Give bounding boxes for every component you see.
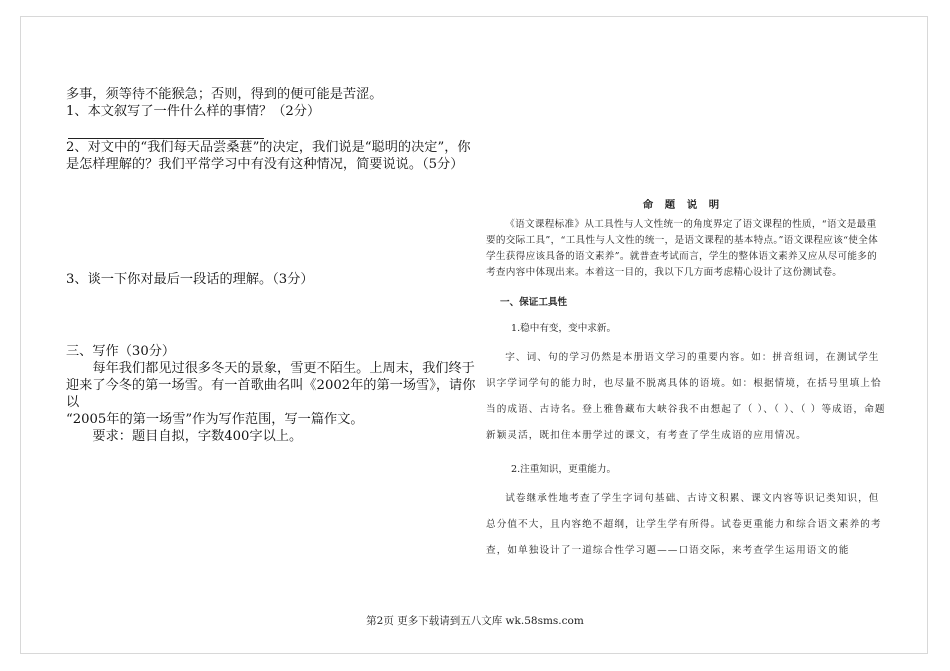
question-2: 2、对文中的“我们每天品尝桑葚”的决定，我们说是“聪明的决定”，你是怎样理解的？我们平常学习中有没有这种情况，简要说说。（5分） <box>66 140 471 172</box>
question-3: 3、谈一下你对最后一段话的理解。（3分） <box>66 272 314 287</box>
design-notes-title: 命 题 说 明 <box>642 199 724 211</box>
essay-section <box>66 343 478 445</box>
body-paragraph-1: 字、词、句的学习仍然是本册语文学习的重要内容。如：拼音组词，在测试学生识字学词学句的能力时，也尽量不脱离具体的语境。如：根据情境，在括号里填上恰当的成语、古诗名。登上雅鲁藏布大峡谷我不由想起了（ ）、（ ）、（ ）等成语，命题新颖灵活，既扣住本册学过的课文，有考查了学生成语的应用情况。 <box>486 352 886 441</box>
essay-heading: 三、写作（30分） <box>66 344 176 359</box>
essay-prompt: 每年我们都见过很多冬天的景象，雪更不陌生。上周末，我们终于迎来了今冬的第一场雪。有一首歌曲名叫《2002年的第一场雪》，请你以 <box>66 361 476 410</box>
question-3-block <box>66 271 478 288</box>
question-1: 1、本文叙写了一件什么样的事情？（2分） <box>66 104 321 119</box>
essay-requirements: 要求：题目自拟，字数400字以上。 <box>92 429 303 444</box>
left-column <box>66 86 478 444</box>
answer-line <box>68 120 264 139</box>
subheading-2: 2.注重知识，更重能力。 <box>511 464 617 475</box>
body-paragraph-2: 试卷继承性地考查了学生字词句基础、古诗文积累、课文内容等识记类知识，但总分值不大，且内容绝不超纲，让学生学有所得。试卷更重能力和综合语文素养的考查，如单独设计了一道综合性学习题——口语交际，来考查学生运用语文的能 <box>486 493 882 556</box>
design-notes-intro: 《语文课程标准》从工具性与人文性统一的角度界定了语文课程的性质，“语文是最重要的交际工具”，“工具性与人文性的统一，是语文课程的基本特点。”语文课程应该“使全体学生获得应该具备的语文素养”。就普查考试而言，学生的整体语文素养又应从尽可能多的考查内容中体现出来。本着这一目的，我以下几方面考虑精心设计了这份测试卷。 <box>486 219 878 278</box>
story-ending-text: 多事，须等待不能猴急；否则，得到的便可能是苦涩。 <box>66 87 383 102</box>
page-footer: 第2页 更多下载请到五八文库 wk.58sms.com <box>366 615 584 627</box>
section-heading: 一、保证工具性 <box>500 297 568 308</box>
right-column <box>486 196 886 564</box>
essay-topic: “2005年的第一场雪”作为写作范围，写一篇作文。 <box>66 412 364 427</box>
subheading-1: 1.稳中有变，变中求新。 <box>511 323 617 334</box>
